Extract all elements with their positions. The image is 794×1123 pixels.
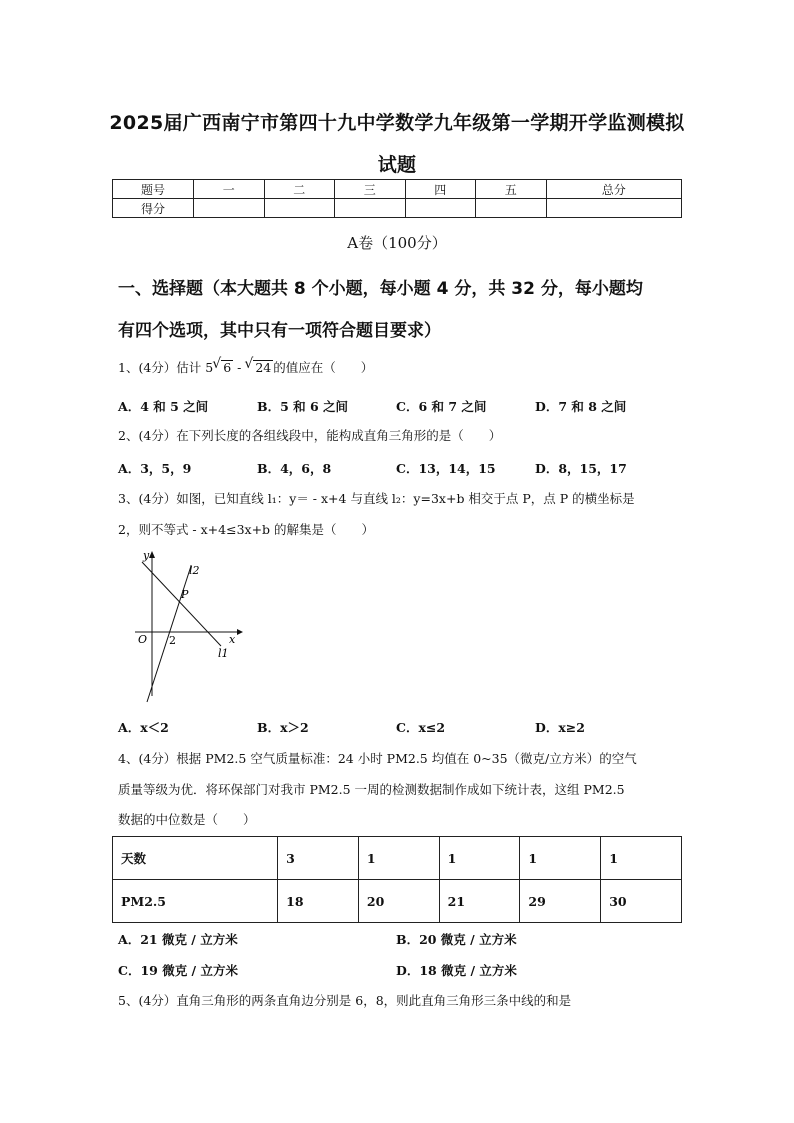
question-4-line3: 数据的中位数是（ ） xyxy=(118,812,256,827)
q1-option-b: B．5 和 6 之间 xyxy=(257,399,349,414)
score-header-cell: 题号 xyxy=(113,180,194,199)
q1-minus: - xyxy=(233,360,246,375)
exam-title-line2: 试题 xyxy=(377,154,417,176)
q4-option-d: D．18 微克 / 立方米 xyxy=(396,963,517,978)
score-table-header-row xyxy=(113,180,682,199)
question-4-line2: 质量等级为优．将环保部门对我市 PM2.5 一周的检测数据制作成如下统计表，这组 PM2.5 xyxy=(118,782,625,797)
pm25-cell: 1 xyxy=(601,837,682,880)
x-axis-arrow-icon xyxy=(237,629,243,635)
pm25-cell: 3 xyxy=(278,837,359,880)
pm25-cell: PM2.5 xyxy=(113,880,278,923)
score-header-cell: 三 xyxy=(335,180,406,199)
pm25-values-row xyxy=(113,880,682,923)
pm25-cell: 1 xyxy=(358,837,439,880)
question-4-line1: 4、(4分）根据 PM2.5 空气质量标准：24 小时 PM2.5 均值在 0~35（微克/立方米）的空气 xyxy=(118,751,637,766)
score-cell[interactable] xyxy=(405,199,476,218)
q1-radical-24: √ 24 xyxy=(253,360,273,374)
q1-suffix: 的值应在（ ） xyxy=(273,360,374,375)
point-p-label: P xyxy=(181,588,189,601)
q1-prefix: 1、(4分）估计 5 xyxy=(118,360,214,375)
q1-option-a: A．4 和 5 之间 xyxy=(118,399,209,414)
score-cell[interactable] xyxy=(264,199,335,218)
q4-option-a: A．21 微克 / 立方米 xyxy=(118,932,238,947)
part1-heading-line2: 有四个选项，其中只有一项符合题目要求） xyxy=(118,321,441,341)
score-table xyxy=(112,179,682,218)
pm25-cell: 天数 xyxy=(113,837,278,880)
q2-option-b: B．4，6，8 xyxy=(257,461,332,476)
q3-option-a: A．x＜2 xyxy=(118,720,169,735)
section-a-heading: A卷（100分） xyxy=(347,234,447,252)
question-1 xyxy=(118,358,688,378)
score-row-label: 得分 xyxy=(113,199,194,218)
q2-option-d: D．8，15，17 xyxy=(535,461,627,476)
score-header-cell: 一 xyxy=(194,180,265,199)
question-5: 5、(4分）直角三角形的两条直角边分别是 6，8，则此直角三角形三条中线的和是 xyxy=(118,993,572,1008)
line-l1 xyxy=(142,562,221,646)
exam-title-line1: 2025届广西南宁市第四十九中学数学九年级第一学期开学监测模拟 xyxy=(109,112,685,134)
q1-option-c: C．6 和 7 之间 xyxy=(396,399,487,414)
x-axis-label: x xyxy=(229,633,236,646)
y-axis-label: y xyxy=(143,549,150,562)
pm25-cell: 18 xyxy=(278,880,359,923)
score-table-score-row xyxy=(113,199,682,218)
pm25-cell: 29 xyxy=(520,880,601,923)
part1-heading-line1: 一、选择题（本大题共 8 个小题，每小题 4 分，共 32 分，每小题均 xyxy=(118,279,643,299)
pm25-table xyxy=(112,836,682,923)
question-2: 2、(4分）在下列长度的各组线段中，能构成直角三角形的是（ ） xyxy=(118,428,502,443)
q3-option-c: C．x≤2 xyxy=(396,720,446,735)
pm25-cell: 1 xyxy=(520,837,601,880)
q3-option-d: D．x≥2 xyxy=(535,720,585,735)
score-header-cell: 二 xyxy=(264,180,335,199)
l2-label: l2 xyxy=(189,564,200,577)
score-header-cell: 四 xyxy=(405,180,476,199)
score-cell[interactable] xyxy=(476,199,547,218)
q2-option-a: A．3，5，9 xyxy=(118,461,192,476)
q3-graph xyxy=(115,546,250,706)
pm25-days-row xyxy=(113,837,682,880)
pm25-cell: 21 xyxy=(439,880,520,923)
score-header-cell: 总分 xyxy=(546,180,682,199)
q3-option-b: B．x＞2 xyxy=(257,720,309,735)
pm25-cell: 20 xyxy=(358,880,439,923)
score-cell[interactable] xyxy=(335,199,406,218)
score-cell[interactable] xyxy=(194,199,265,218)
q1-option-d: D．7 和 8 之间 xyxy=(535,399,627,414)
question-3-line2: 2，则不等式 - x+4≤3x+b 的解集是（ ） xyxy=(118,522,375,537)
y-axis-arrow-icon xyxy=(149,551,155,558)
l1-label: l1 xyxy=(218,647,229,660)
question-3-line1: 3、(4分）如图，已知直线 l₁：y＝ - x+4 与直线 l₂：y=3x+b 相交于点 P，点 P 的横坐标是 xyxy=(118,491,635,506)
q4-option-c: C．19 微克 / 立方米 xyxy=(118,963,238,978)
q2-option-c: C．13，14，15 xyxy=(396,461,496,476)
score-cell[interactable] xyxy=(546,199,682,218)
q4-option-b: B．20 微克 / 立方米 xyxy=(396,932,517,947)
pm25-cell: 30 xyxy=(601,880,682,923)
pm25-cell: 1 xyxy=(439,837,520,880)
origin-label: O xyxy=(138,633,148,646)
q1-radical-6: √ 6 xyxy=(221,360,233,374)
tick-label-2: 2 xyxy=(169,634,176,647)
score-header-cell: 五 xyxy=(476,180,547,199)
